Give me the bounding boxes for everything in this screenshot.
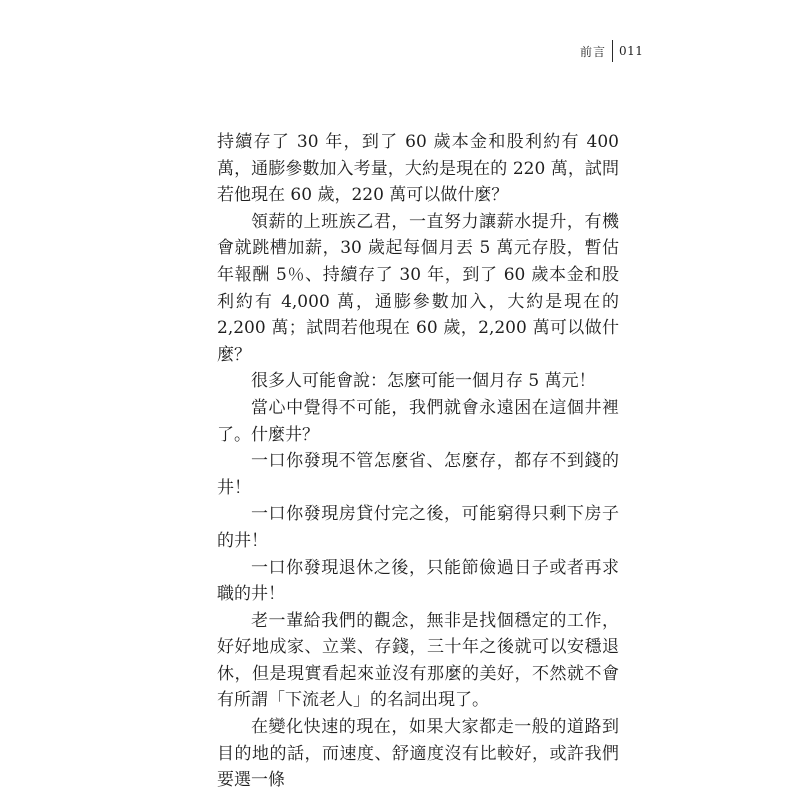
paragraph: 持續存了 30 年，到了 60 歲本金和股利約有 400 萬，通膨參數加入考量，大約是現在的 220 萬，試問若他現在 60 歲，220 萬可以做什麼？ bbox=[217, 132, 619, 206]
paragraph: 領薪的上班族乙君，一直努力讓薪水提升，有機會就跳槽加薪，30 歲起每個月丟 5 萬元存股，暫估年報酬 5％、持續存了 30 年，到了 60 歲本金和股利約有 4,000 萬，通膨參數加入，大約是現在的 2,200 萬；試問若他現在 60 歲，2,200 萬可以做什麼？ bbox=[217, 211, 619, 365]
paragraph: 當心中覺得不可能，我們就會永遠困在這個井裡了。什麼井？ bbox=[217, 397, 619, 445]
running-header bbox=[580, 40, 643, 62]
paragraph: 在變化快速的現在，如果大家都走一般的道路到目的地的話，而速度、舒適度沒有比較好，或許我們要選一條 bbox=[217, 717, 619, 791]
paragraph: 一口你發現不管怎麼省、怎麼存，都存不到錢的井！ bbox=[217, 451, 619, 498]
paragraph: 一口你發現退休之後，只能節儉過日子或者再求職的井！ bbox=[217, 557, 619, 605]
paragraph: 一口你發現房貸付完之後，可能窮得只剩下房子的井！ bbox=[217, 504, 619, 551]
header-divider bbox=[612, 40, 613, 62]
paragraph: 老一輩給我們的觀念，無非是找個穩定的工作，好好地成家、立業、存錢，三十年之後就可以安穩退休，但是現實看起來並沒有那麼的美好，不然就不會有所謂「下流老人」的名詞出現了。 bbox=[217, 610, 619, 711]
paragraph: 很多人可能會說：怎麼可能一個月存 5 萬元！ bbox=[251, 371, 596, 392]
body-text bbox=[217, 129, 619, 794]
page-number: 011 bbox=[619, 44, 644, 58]
header-section-title: 前言 bbox=[580, 44, 607, 59]
